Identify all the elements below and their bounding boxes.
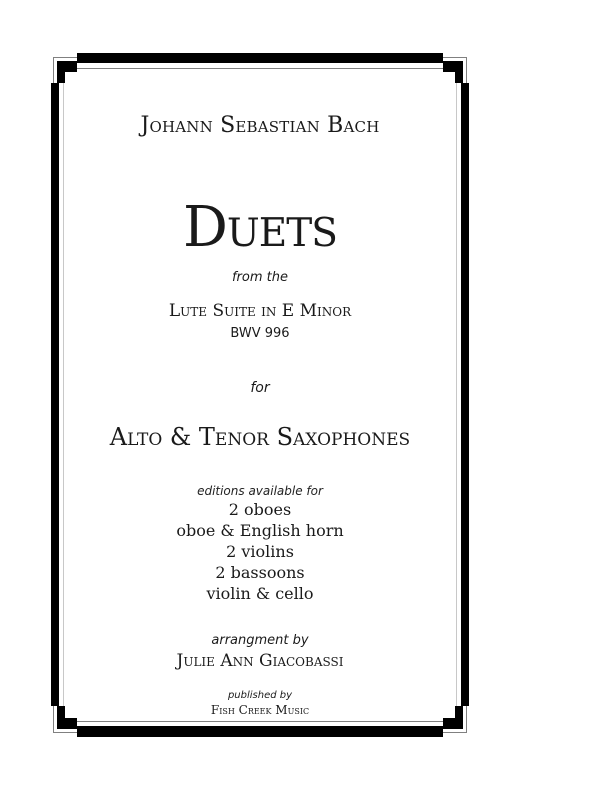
edition-item: 2 violins bbox=[226, 542, 294, 561]
editions-list bbox=[65, 499, 455, 604]
from-label: from the bbox=[231, 270, 288, 285]
edition-item: violin & cello bbox=[206, 584, 314, 603]
corner-top-right-outline-h bbox=[443, 57, 466, 58]
border-bottom-bar bbox=[77, 726, 443, 737]
publisher-name: Fish Creek Music bbox=[210, 703, 310, 717]
edition-item: 2 oboes bbox=[228, 500, 292, 519]
work-title: Lute Suite in E Minor bbox=[168, 301, 352, 321]
border-left-bar bbox=[51, 83, 59, 706]
corner-bottom-left-step-2 bbox=[57, 706, 65, 718]
corner-top-left-step-2 bbox=[57, 72, 65, 83]
page-title: Duets bbox=[183, 195, 337, 260]
border-right-bar bbox=[461, 83, 469, 706]
arrangement-label: arrangment by bbox=[211, 633, 309, 648]
corner-bottom-left-outline-h bbox=[53, 732, 77, 733]
editions-label: editions available for bbox=[197, 484, 323, 498]
corner-top-left-outline-h bbox=[53, 57, 77, 58]
border-left-inner-line bbox=[63, 83, 64, 718]
corner-bottom-right-step-2 bbox=[455, 706, 463, 718]
composer-name: Johann Sebastian Bach bbox=[140, 113, 380, 138]
border-right-inner-line bbox=[456, 83, 457, 718]
published-label: published by bbox=[227, 690, 293, 701]
catalog-number: BWV 996 bbox=[230, 326, 290, 341]
border-top-inner-line bbox=[77, 68, 443, 69]
corner-bottom-right-step bbox=[443, 718, 463, 729]
corner-top-right-step bbox=[443, 61, 463, 72]
arranger-name: Julie Ann Giacobassi bbox=[176, 651, 344, 671]
corner-bottom-left-step bbox=[57, 718, 77, 729]
corner-top-right-step-2 bbox=[455, 72, 463, 83]
corner-top-left-outline-v bbox=[53, 57, 54, 83]
corner-top-right-outline-v bbox=[466, 57, 467, 83]
for-label: for bbox=[250, 380, 270, 396]
corner-bottom-right-outline-v bbox=[466, 706, 467, 733]
corner-top-left-step bbox=[57, 61, 77, 72]
corner-bottom-left-outline-v bbox=[53, 706, 54, 733]
instrumentation: Alto & Tenor Saxophones bbox=[109, 423, 411, 451]
edition-item: oboe & English horn bbox=[176, 521, 344, 540]
border-top-bar bbox=[77, 53, 443, 63]
edition-item: 2 bassoons bbox=[215, 563, 305, 582]
corner-bottom-right-outline-h bbox=[443, 732, 466, 733]
border-bottom-inner-line bbox=[77, 721, 443, 722]
